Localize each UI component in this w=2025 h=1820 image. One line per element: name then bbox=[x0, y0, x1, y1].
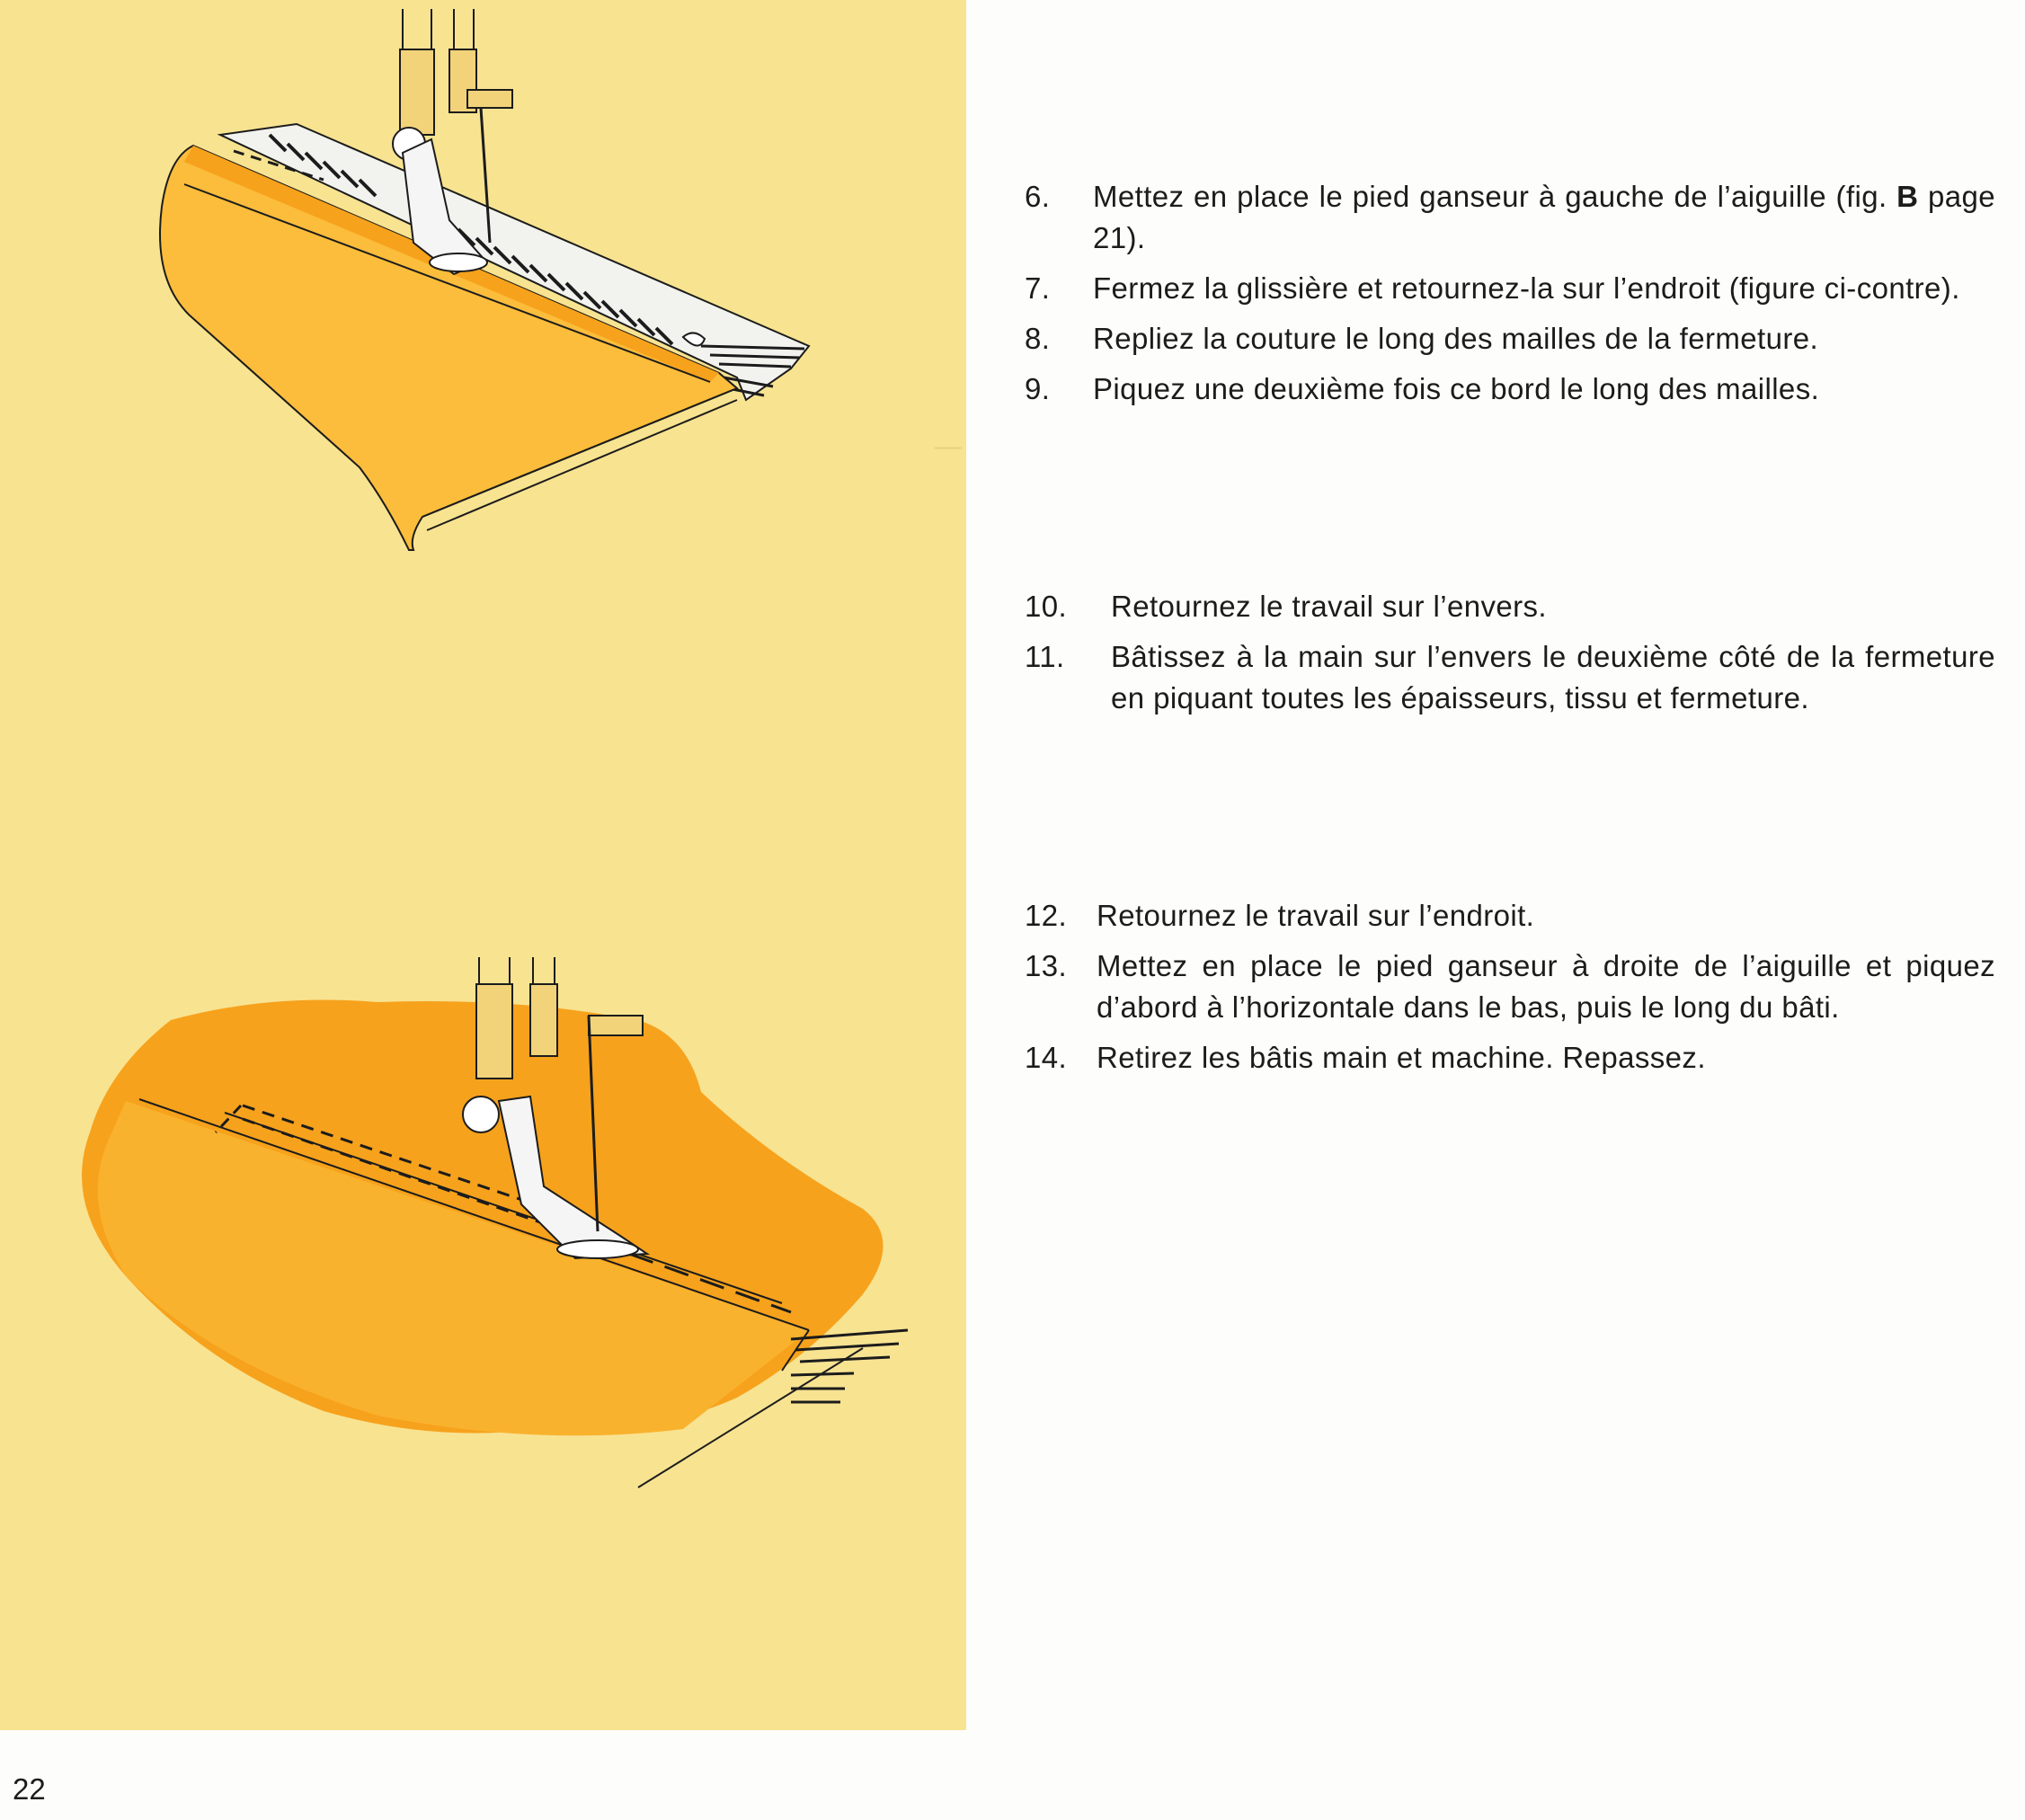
step-13 bbox=[1025, 946, 1995, 1028]
top-illustration bbox=[160, 9, 809, 550]
step-number: 6. bbox=[1025, 180, 1051, 213]
figure-reference: B bbox=[1896, 180, 1919, 213]
step-number: 12. bbox=[1025, 899, 1068, 932]
step-number: 10. bbox=[1025, 590, 1068, 623]
step-11 bbox=[1025, 636, 1995, 719]
sewing-illustrations bbox=[0, 0, 966, 1730]
page-number: 22 bbox=[13, 1772, 46, 1806]
step-text: Retournez le travail sur l’endroit. bbox=[1097, 899, 1535, 932]
step-text: Retournez le travail sur l’envers. bbox=[1111, 590, 1547, 623]
step-text: Mettez en place le pied ganseur à droite de l’aiguille et piquez d’abord à l’horizontale dans le bas, puis le long du bâti. bbox=[1097, 949, 1995, 1024]
bottom-illustration bbox=[82, 957, 908, 1487]
step-number: 8. bbox=[1025, 322, 1051, 355]
step-text: Fermez la glissière et retournez-la sur l’endroit (figure ci-contre). bbox=[1093, 271, 1960, 305]
illustration-panel bbox=[0, 0, 966, 1730]
step-7 bbox=[1025, 268, 1995, 309]
step-text-part: page 21). bbox=[1093, 180, 1995, 254]
step-group-1 bbox=[1025, 176, 1995, 419]
step-number: 11. bbox=[1025, 640, 1065, 673]
step-12 bbox=[1025, 895, 1995, 937]
step-10 bbox=[1025, 586, 1995, 627]
step-number: 13. bbox=[1025, 949, 1068, 982]
step-number: 14. bbox=[1025, 1041, 1068, 1074]
step-9 bbox=[1025, 368, 1995, 410]
step-text-part: Mettez en place le pied ganseur à gauche de l’aiguille (fig. bbox=[1093, 180, 1897, 213]
step-group-3 bbox=[1025, 895, 1995, 1088]
step-8 bbox=[1025, 318, 1995, 360]
step-14 bbox=[1025, 1037, 1995, 1079]
step-group-2 bbox=[1025, 586, 1995, 728]
step-text: Bâtissez à la main sur l’envers le deuxième côté de la fermeture en piquant toutes les épaisseurs, tissu et fermeture. bbox=[1111, 640, 1995, 715]
step-6 bbox=[1025, 176, 1995, 259]
step-text: Repliez la couture le long des mailles de la fermeture. bbox=[1093, 322, 1819, 355]
step-number: 7. bbox=[1025, 271, 1051, 305]
step-text: Piquez une deuxième fois ce bord le long des mailles. bbox=[1093, 372, 1820, 405]
step-number: 9. bbox=[1025, 372, 1051, 405]
show-through-text: — bbox=[935, 431, 962, 461]
step-text: Retirez les bâtis main et machine. Repassez. bbox=[1097, 1041, 1706, 1074]
